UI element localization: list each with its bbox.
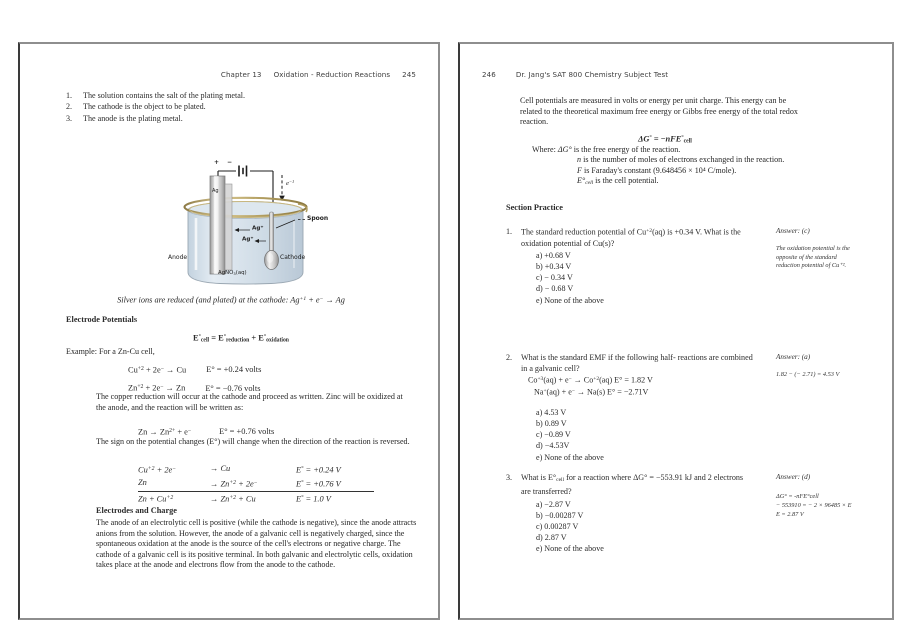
answer-label: Answer: (a): [776, 353, 811, 361]
choice-c[interactable]: c) 0.00287 V: [536, 522, 579, 532]
question-3: [506, 472, 754, 555]
anode-label: Anode: [168, 254, 188, 261]
electrodes-charge-heading: Electrodes and Charge: [96, 506, 177, 515]
answer-choices: [536, 407, 754, 463]
cathode-label: Cathode: [280, 254, 306, 261]
choice-d[interactable]: d) − 0.68 V: [536, 284, 574, 294]
where-item: [577, 166, 847, 177]
list-text: The cathode is the object to be plated.: [83, 102, 206, 112]
list-text: The solution contains the salt of the plating metal.: [83, 91, 246, 100]
choice-c[interactable]: c) −0.89 V: [536, 430, 571, 440]
question-number: 2.: [506, 353, 513, 362]
page-left: [18, 42, 440, 620]
oxidation-half-reaction: $Zn \to Zn^{2+} + e^-$ E° = +0.76 volts: [138, 427, 275, 437]
potential-cell: E° = 1.0 V: [296, 493, 331, 503]
choice-d[interactable]: d) −4.53V: [536, 441, 570, 451]
choice-a[interactable]: a) 4.53 V: [536, 407, 567, 417]
where-label: Where: ΔG° is the free energy of the reaction.: [532, 145, 681, 154]
where-item-text: is the number of moles of electrons exchanged in the reaction.: [581, 155, 785, 164]
answer-choices: [536, 250, 754, 306]
answer-choices: [536, 499, 754, 555]
where-item-symbol: ΔG°: [557, 145, 572, 154]
choice-c[interactable]: c) − 0.34 V: [536, 273, 573, 283]
list-marker: 1.: [66, 91, 73, 100]
answer-calculation: ΔG° = -nFE°cell − 553910 = − 2 × 96485 × E E = 2.87 V: [776, 493, 852, 518]
runhead-title: Oxidation - Reduction Reactions: [273, 70, 391, 79]
electroplating-diagram: [168, 159, 355, 290]
question-number: 1.: [506, 227, 513, 236]
battery-positive-label: +: [214, 159, 220, 166]
potential-cell: E° = +0.24 V: [296, 465, 341, 475]
list-item: [66, 101, 396, 112]
answer-margin-3: [776, 472, 888, 519]
products-cell: → $Zn^{+2} + Cu$: [210, 493, 256, 503]
half-reaction-1: $Co^{+3}(aq) + e^- \to Co^{+2}(aq) E^\circ = 1.82$ V: [528, 375, 653, 385]
section-practice-heading: Section Practice: [506, 203, 563, 212]
silver-ion-label-2: Ag+: [242, 235, 254, 243]
reactants-cell: $Cu^{+2} + 2e^-$: [138, 465, 177, 475]
question-text: What is $E^\circ_{cell}$ for a reaction where ΔG° = −553.91 kJ and 2 electrons are transferred?: [521, 473, 744, 497]
example-intro: Example: For a Zn-Cu cell,: [66, 347, 155, 356]
question-text: What is the standard EMF if the following half- reactions are combined in a galvanic cell?: [521, 353, 753, 374]
choice-a[interactable]: a) +0.68 V: [536, 250, 571, 260]
electrode-potentials-heading: Electrode Potentials: [66, 315, 138, 324]
question-stem: [506, 472, 754, 498]
question-stem: [506, 226, 754, 249]
where-item-text: is the cell potential.: [593, 176, 659, 186]
list-item: [66, 90, 396, 101]
page-number-left: 245: [402, 70, 416, 79]
where-item-symbol: n: [577, 155, 582, 164]
spoon-label: Spoon: [307, 215, 329, 222]
anode-plate-label: Ag: [212, 188, 219, 194]
running-head-left: [221, 70, 416, 79]
page-number-right: 246: [482, 70, 496, 79]
half-reaction-row: $Cu^{+2} + 2e^- \to Cu$ E° = +0.24 volts: [128, 365, 262, 375]
silver-ion-label-1: Ag+: [252, 224, 264, 232]
choice-d[interactable]: d) 2.87 V: [536, 533, 567, 543]
question-1: [506, 226, 754, 306]
question-stem: [506, 352, 754, 374]
potential-cell: E° = +0.76 V: [296, 477, 374, 492]
products-cell: → $Zn^{+2} + 2e^-$: [210, 477, 296, 492]
question-text: The standard reduction potential of $Cu^{+2}(aq)$ is +0.34 V. What is the oxidation potential of Cu(s)?: [521, 227, 741, 248]
where-item-symbol: F: [577, 165, 582, 175]
products-cell: → Cu: [210, 464, 231, 473]
electrodes-charge-paragraph: The anode of an electrolytic cell is positive (while the cathode is negative), since the anode attracts anions from the solution. However, the anode of a galvanic cell is negatively charged, since the spontaneous oxidation at the anode is the source of the cell's electrons or negative charge. The cathode of a galvanic cell is its positive terminal. In both galvanic and electrolytic cells, oxidation takes place at the anode and electrons flow from the anode to the cathode.: [96, 518, 417, 570]
gibbs-free-energy-formula: ΔG° = −nFE°$_{cell}$: [638, 134, 692, 145]
reactants-cell: Zn: [138, 477, 210, 492]
book-title: Dr. Jang's SAT 800 Chemistry Subject Test: [515, 70, 669, 79]
list-marker: 3.: [66, 113, 73, 123]
list-text: The anode is the plating metal.: [83, 113, 183, 123]
solution-label: AgNO$_3$(aq): [218, 270, 247, 276]
page-right: [458, 42, 894, 620]
choice-a[interactable]: a) −2.87 V: [536, 499, 571, 509]
answer-explanation: 1.82 − (− 2.71) = 4.53 V: [776, 371, 840, 378]
choice-b[interactable]: b) −0.00287 V: [536, 510, 584, 520]
list-marker: 2.: [66, 102, 73, 112]
answer-label: Answer: (d): [776, 473, 811, 481]
cell-potential-formula: $E^\circ_{cell} = E^\circ_{reduction} + E^\circ_{oxidation}$: [193, 333, 289, 344]
choice-b[interactable]: b) 0.89 V: [536, 419, 567, 429]
list-item: [66, 113, 396, 124]
runhead-chapter: Chapter 13: [220, 70, 262, 79]
question-2: [506, 352, 754, 463]
equation-row: [138, 477, 374, 492]
figure-caption: Silver ions are reduced (and plated) at the cathode: $Ag^{+1} + e^- \to Ag$: [117, 295, 345, 305]
electron-flow-label: $e^{-1}$: [286, 179, 295, 187]
choice-b[interactable]: b) +0.34 V: [536, 261, 572, 271]
summed-reaction-table: [138, 463, 374, 505]
equation-row: [138, 463, 374, 477]
reactants-cell: $Zn + Cu^{+2}$: [138, 493, 174, 503]
where-item-text: is Faraday's constant (9.648456 × 10⁴ C/mole).: [581, 165, 737, 175]
half-reaction-2: Na+(aq) + e− → Na(s) E° = −2.71V: [534, 387, 649, 397]
question-equations: [528, 374, 754, 397]
where-item-subscript: cell: [585, 180, 594, 187]
half-reaction-row: $Zn^{+2} + 2e^- \to Zn$ E° = −0.76 volts: [128, 383, 261, 393]
sign-change-paragraph: The sign on the potential changes (E°) will change when the direction of the reaction is reversed.: [96, 437, 410, 446]
running-head-right: [482, 70, 668, 79]
equation-row-sum: [138, 492, 374, 506]
where-item: [577, 155, 847, 166]
question-number: 3.: [506, 473, 513, 482]
where-item-symbol: E°: [577, 176, 586, 186]
answer-label: Answer: (c): [776, 227, 810, 235]
where-item-text: is the free energy of the reaction.: [571, 145, 681, 154]
choice-e[interactable]: e) None of the above: [536, 544, 604, 554]
answer-explanation: The oxidation potential is the opposite of the standard reduction potential of Cu⁺².: [776, 245, 850, 270]
where-item: [577, 176, 847, 189]
copper-reduction-paragraph: The copper reduction will occur at the cathode and proceed as written. Zinc will be oxidized at the anode, and the reaction will be written as:: [96, 392, 403, 412]
cell-potentials-paragraph: Cell potentials are measured in volts or energy per unit charge. This energy can be related to the theoretical maximum free energy or Gibbs free energy of the total redox reaction.: [520, 96, 798, 127]
answer-margin-1: [776, 226, 888, 271]
numbered-list: [66, 90, 396, 124]
choice-e[interactable]: e) None of the above: [536, 295, 604, 305]
choice-e[interactable]: e) None of the above: [536, 452, 604, 462]
battery-negative-label: −: [227, 159, 233, 166]
answer-margin-2: [776, 352, 888, 380]
